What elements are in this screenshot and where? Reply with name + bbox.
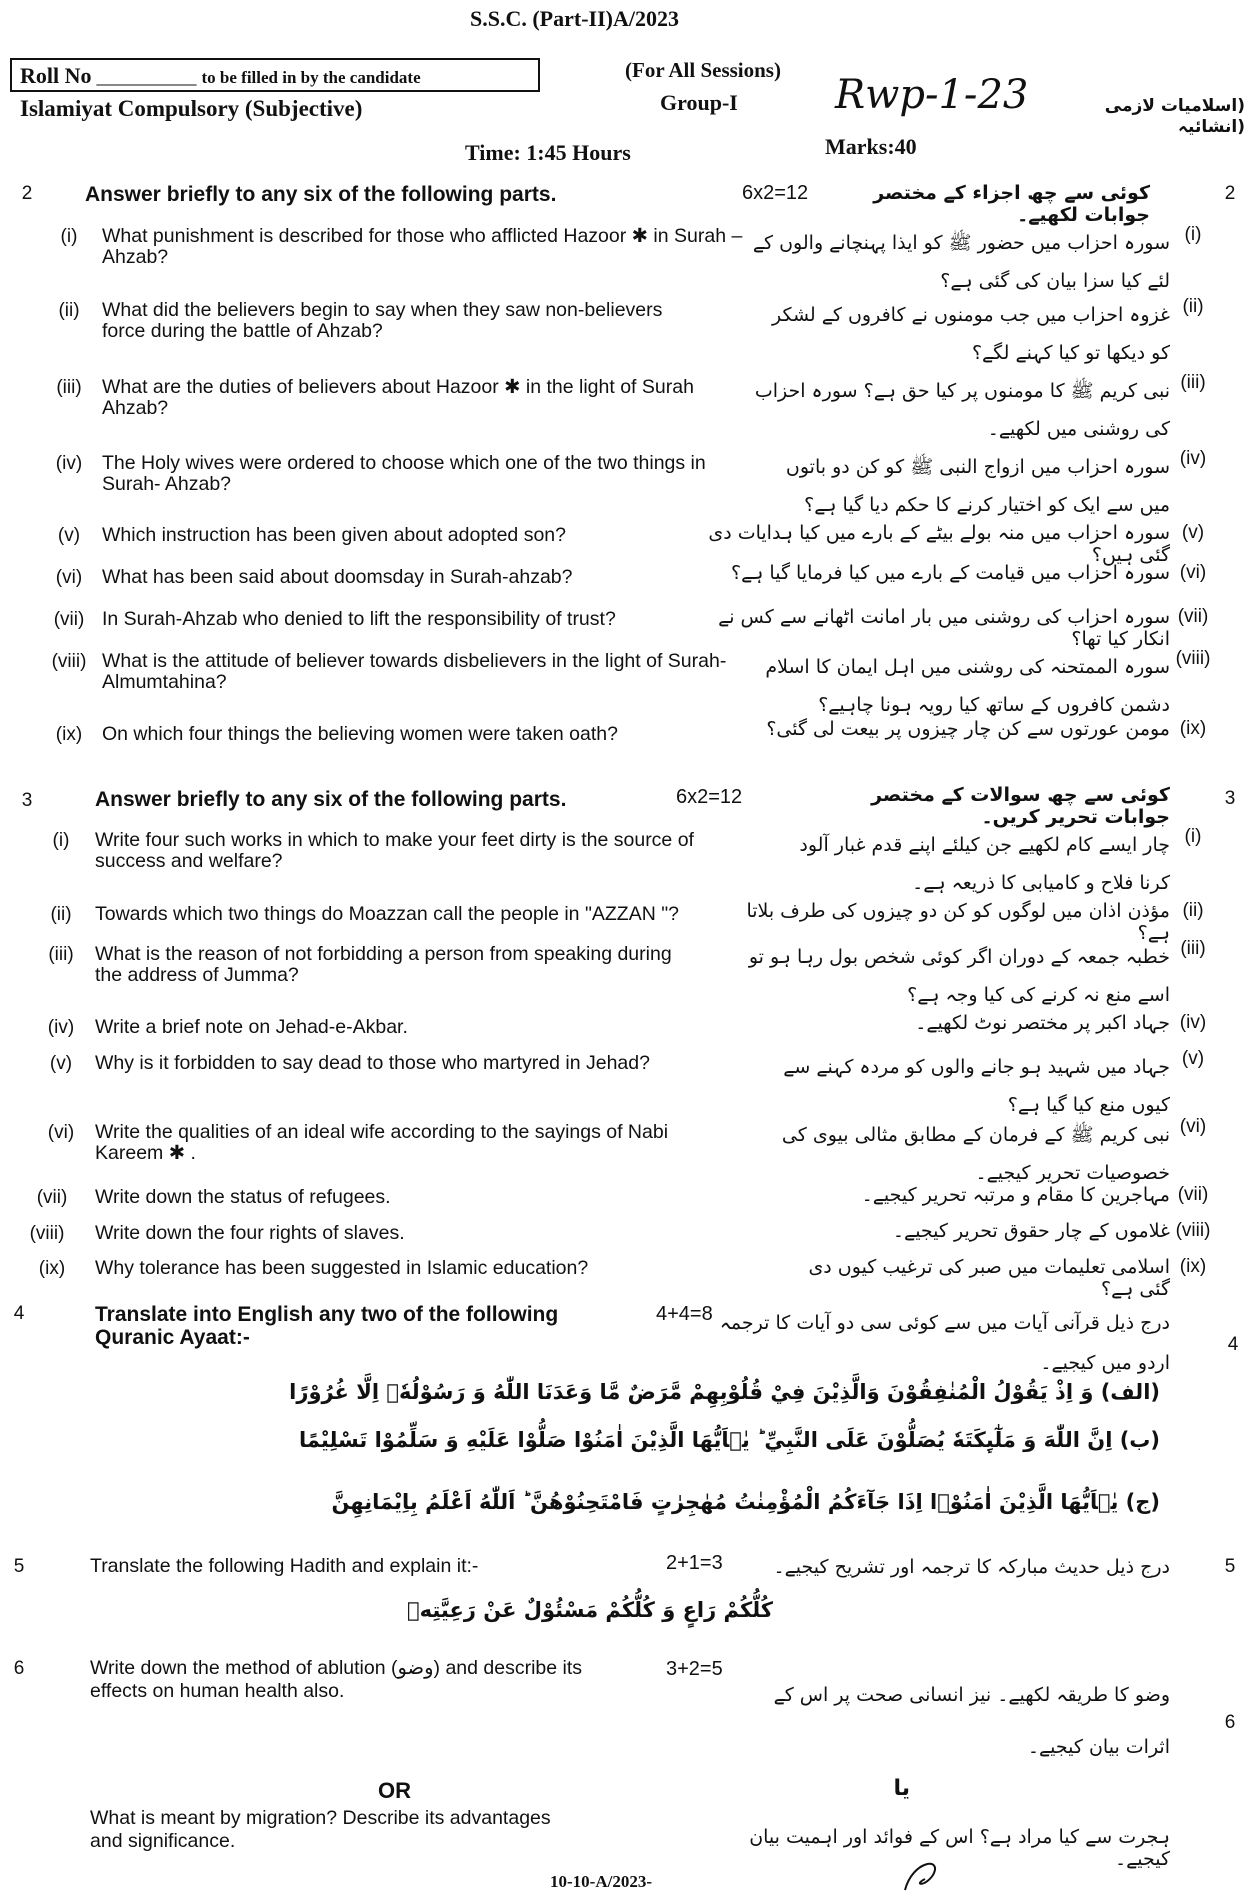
part-text: Write the qualities of an ideal wife according to the sayings of Nabi Kareem ✱ . — [95, 1121, 669, 1164]
part-text: What punishment is described for those who afflicted Hazoor ✱ in Surah –Ahzab? — [102, 225, 743, 268]
part-text: Write down the four rights of slaves. — [95, 1222, 405, 1244]
part-label-right: (vi) — [1179, 1116, 1207, 1137]
part-text-urdu: چار ایسے کام لکھیے جن کیلئے اپنے قدم غبار آلود کرنا فلاح و کامیابی کا ذریعہ ہے۔ — [799, 834, 1170, 894]
q5-number-right: 5 — [1224, 1556, 1236, 1577]
part-text-urdu: خطبہ جمعہ کے دوران اگر کوئی شخص بول رہا ہو تو اسے منع نہ کرنے کی کیا وجہ ہے؟ — [748, 946, 1170, 1006]
part-text-urdu: نبی کریم ﷺ کا مومنوں پر کیا حق ہے؟ سورہ احزاب کی روشنی میں لکھیے۔ — [754, 380, 1170, 440]
q3-instruction: Answer briefly to any six of the following parts. — [95, 788, 567, 811]
part-text-urdu: مؤذن اذان میں لوگوں کو کن دو چیزوں کی طرف بلاتا ہے؟ — [746, 900, 1170, 944]
exam-title: S.S.C. (Part-II)A/2023 — [470, 6, 679, 31]
part-label: (iv) — [55, 453, 83, 474]
part-text-urdu: مومن عورتوں سے کن چار چیزوں پر بیعت لی گئی؟ — [766, 718, 1170, 740]
part-label-right: (i) — [1184, 826, 1202, 847]
q2-marks: 6x2=12 — [742, 182, 809, 204]
part-text: In Surah-Ahzab who denied to lift the responsibility of trust? — [102, 608, 616, 630]
q3-number: 3 — [21, 790, 33, 811]
marks-total: Marks:40 — [825, 134, 917, 159]
part-text: Write four such works in which to make your feet dirty is the source of success and welfare? — [95, 829, 694, 872]
footer-code: 10-10-A/2023- — [550, 1872, 652, 1891]
part-label: (viii) — [51, 651, 87, 672]
or-label: OR — [378, 1778, 411, 1803]
roll-no-label: Roll No — [20, 63, 92, 88]
q2-instruction-urdu: کوئی سے چھ اجزاء کے مختصر جوابات لکھیے۔ — [873, 182, 1150, 226]
part-text-urdu: سورہ الممتحنہ کی روشنی میں اہل ایمان کا اسلام دشمن کافروں کے ساتھ کیا رویہ ہونا چاہیے؟ — [765, 656, 1170, 716]
part-text: Which instruction has been given about adopted son? — [102, 524, 566, 546]
roll-no-blank: __________ — [96, 66, 197, 88]
q6-number: 6 — [13, 1658, 25, 1679]
q3-number-right: 3 — [1224, 788, 1236, 809]
part-text-urdu: غلاموں کے چار حقوق تحریر کیجیے۔ — [892, 1220, 1170, 1242]
part-text: What is the attitude of believer towards disbelievers in the light of Surah-Almumtahina? — [102, 650, 727, 693]
part-label: (v) — [49, 1053, 73, 1074]
group: Group-I — [660, 90, 738, 115]
q4-instruction-line1: Translate into English any two of the following — [95, 1303, 559, 1326]
or-label-urdu: یا — [893, 1776, 910, 1801]
part-label: (viii) — [29, 1223, 65, 1244]
ayah-alif: (الف) وَ اِذْ يَقُوْلُ الْمُنٰفِقُوْنَ وَالَّذِيْنَ فِيْ قُلُوْبِهِمْ مَّرَضٌ مَّا وَعَدَنَا اللّٰهُ وَ رَسُوْلُهٗۤ اِلَّا غُرُوْرًا — [289, 1380, 1160, 1404]
part-text: On which four things the believing women were taken oath? — [102, 723, 618, 745]
part-text: What is the reason of not forbidding a person from speaking during the address of Jumma? — [95, 943, 672, 986]
part-label-right: (ii) — [1182, 900, 1204, 921]
part-label-right: (v) — [1181, 1048, 1205, 1069]
handwritten-code: Rwp-1-23 — [835, 72, 1029, 118]
part-text-urdu: سورہ احزاب میں ازواج النبی ﷺ کو کن دو باتوں میں سے ایک کو اختیار کرنے کا حکم دیا گیا ہے؟ — [785, 456, 1170, 516]
roll-no-hint: to be filled in by the candidate — [201, 68, 421, 87]
part-label-right: (vi) — [1179, 562, 1207, 583]
hadith-text: كُلُّكُمْ رَاعٍ وَ كُلُّكُمْ مَسْئُوْلٌ عَنْ رَعِيَّتِهٖ — [407, 1598, 773, 1622]
part-text: Why is it forbidden to say dead to those who martyred in Jehad? — [95, 1052, 650, 1074]
part-label: (i) — [60, 226, 78, 247]
q6-instruction-urdu-line2: اثرات بیان کیجیے۔ — [1027, 1736, 1170, 1758]
part-label-right: (ix) — [1179, 718, 1207, 739]
part-label-right: (iv) — [1179, 448, 1207, 469]
part-label-right: (vii) — [1177, 1184, 1209, 1205]
sessions: (For All Sessions) — [625, 58, 781, 82]
part-label: (ix) — [55, 724, 83, 745]
q6-alt-urdu: ہجرت سے کیا مراد ہے؟ اس کے فوائد اور اہمیت بیان کیجیے۔ — [749, 1826, 1170, 1870]
part-text-urdu: مہاجرین کا مقام و مرتبہ تحریر کیجیے۔ — [861, 1184, 1170, 1206]
q4-instruction-urdu-line2: اردو میں کیجیے۔ — [1040, 1352, 1170, 1374]
signature-mark — [895, 1855, 955, 1895]
q4-instruction-line2: Quranic Ayaat:- — [95, 1326, 250, 1349]
part-text-urdu: سورہ احزاب میں منہ بولے بیٹے کے بارے میں کیا ہدایات دی گئی ہیں؟ — [708, 522, 1170, 566]
part-text-urdu: جہاد اکبر پر مختصر نوٹ لکھیے۔ — [915, 1012, 1170, 1034]
q6-number-right: 6 — [1224, 1712, 1236, 1733]
part-text-urdu: سورہ احزاب میں حضور ﷺ کو ایذا پہنچانے والوں کے لئے کیا سزا بیان کی گئی ہے؟ — [752, 232, 1170, 292]
q5-instruction: Translate the following Hadith and explain it:- — [90, 1555, 479, 1577]
part-label-right: (iii) — [1180, 372, 1206, 393]
part-label: (v) — [57, 525, 81, 546]
part-text-urdu: نبی کریم ﷺ کے فرمان کے مطابق مثالی بیوی کی خصوصیات تحریر کیجیے۔ — [781, 1124, 1170, 1184]
part-label-right: (v) — [1181, 522, 1205, 543]
q6-instruction-urdu-line1: وضو کا طریقہ لکھیے۔ نیز انسانی صحت پر اس کے — [773, 1684, 1170, 1706]
part-text: What has been said about doomsday in Surah-ahzab? — [102, 566, 573, 588]
ayah-bay: (ب) اِنَّ اللّٰهَ وَ مَلٰٓىِٕكَتَهٗ يُصَلُّوْنَ عَلَى النَّبِيِّ ؕ يٰۤاَيُّهَا الَّذِيْنَ اٰمَنُوْا صَلُّوْا عَلَيْهِ وَ سَلِّمُوْا تَسْلِيْمًا — [298, 1428, 1160, 1452]
q5-marks: 2+1=3 — [666, 1552, 723, 1574]
part-label: (vii) — [53, 609, 85, 630]
part-label-right: (ii) — [1182, 296, 1204, 317]
q3-marks: 6x2=12 — [676, 786, 743, 808]
q6-instruction-line1: Write down the method of ablution (وضو) and describe its — [90, 1657, 583, 1679]
q4-number: 4 — [13, 1303, 25, 1324]
subject-urdu: (اسلامیات لازمی (انشائیہ — [1104, 96, 1245, 137]
time: Time: 1:45 Hours — [465, 140, 631, 165]
q5-instruction-urdu: درج ذیل حدیث مبارکہ کا ترجمہ اور تشریح کیجیے۔ — [773, 1556, 1170, 1578]
part-text-urdu: جہاد میں شہید ہو جانے والوں کو مردہ کہنے سے کیوں منع کیا گیا ہے؟ — [783, 1056, 1170, 1116]
subject: Islamiyat Compulsory (Subjective) — [20, 96, 363, 121]
q2-number-right: 2 — [1224, 183, 1236, 204]
part-label: (vii) — [36, 1187, 68, 1208]
part-label: (ix) — [38, 1258, 66, 1279]
part-label-right: (viii) — [1175, 1220, 1211, 1241]
roll-no-box — [10, 58, 540, 92]
part-text: The Holy wives were ordered to choose which one of the two things in Surah- Ahzab? — [102, 452, 706, 495]
part-label-right: (ix) — [1179, 1256, 1207, 1277]
part-label-right: (iv) — [1179, 1012, 1207, 1033]
part-text: Towards which two things do Moazzan call the people in "AZZAN "? — [95, 903, 679, 925]
part-label: (vi) — [55, 567, 83, 588]
part-label: (ii) — [50, 904, 72, 925]
q6-alt-line1: What is meant by migration? Describe its advantages — [90, 1807, 551, 1829]
q3-instruction-urdu: کوئی سے چھ سوالات کے مختصر جوابات تحریر کریں۔ — [871, 784, 1170, 828]
part-label: (ii) — [58, 300, 80, 321]
part-label: (iv) — [47, 1017, 75, 1038]
part-label-right: (iii) — [1180, 938, 1206, 959]
q6-instruction-line2: effects on human health also. — [90, 1680, 345, 1702]
part-text: Write down the status of refugees. — [95, 1186, 391, 1208]
part-text: Write a brief note on Jehad-e-Akbar. — [95, 1016, 408, 1038]
part-text-urdu: اسلامی تعلیمات میں صبر کی ترغیب کیوں دی گئی ہے؟ — [808, 1256, 1170, 1300]
q2-number: 2 — [21, 183, 33, 204]
q4-number-right: 4 — [1227, 1334, 1239, 1355]
q4-instruction-urdu-line1: درج ذیل قرآنی آیات میں سے کوئی سی دو آیات کا ترجمہ — [719, 1312, 1170, 1334]
part-label: (iii) — [56, 377, 82, 398]
part-text-urdu: سورہ احزاب کی روشنی میں بار امانت اٹھانے سے کس نے انکار کیا تھا؟ — [718, 606, 1170, 650]
part-label: (vi) — [47, 1122, 75, 1143]
part-text: What did the believers begin to say when they saw non-believers force during the battle of Ahzab? — [102, 299, 663, 342]
part-label: (i) — [52, 830, 70, 851]
q4-marks: 4+4=8 — [656, 1303, 713, 1325]
part-label-right: (viii) — [1175, 648, 1211, 669]
part-label-right: (i) — [1184, 224, 1202, 245]
q6-marks: 3+2=5 — [666, 1658, 723, 1680]
ayah-jeem: (ج) يٰۤاَيُّهَا الَّذِيْنَ اٰمَنُوْۤا اِذَا جَآءَكُمُ الْمُؤْمِنٰتُ مُهٰجِرٰتٍ فَامْتَحِنُوْهُنَّ ؕ اَللّٰهُ اَعْلَمُ بِاِيْمَانِهِنَّ — [331, 1490, 1160, 1514]
part-text-urdu: سورہ احزاب میں قیامت کے بارے میں کیا فرمایا گیا ہے؟ — [731, 562, 1170, 584]
q6-alt-line2: and significance. — [90, 1830, 236, 1852]
q2-instruction: Answer briefly to any six of the following parts. — [85, 183, 557, 206]
part-label: (iii) — [48, 944, 74, 965]
part-text-urdu: غزوہ احزاب میں جب مومنوں نے کافروں کے لشکر کو دیکھا تو کیا کہنے لگے؟ — [771, 304, 1170, 364]
part-text: Why tolerance has been suggested in Islamic education? — [95, 1257, 589, 1279]
part-label-right: (vii) — [1177, 606, 1209, 627]
q5-number: 5 — [13, 1556, 25, 1577]
part-text: What are the duties of believers about Hazoor ✱ in the light of Surah Ahzab? — [102, 376, 694, 419]
